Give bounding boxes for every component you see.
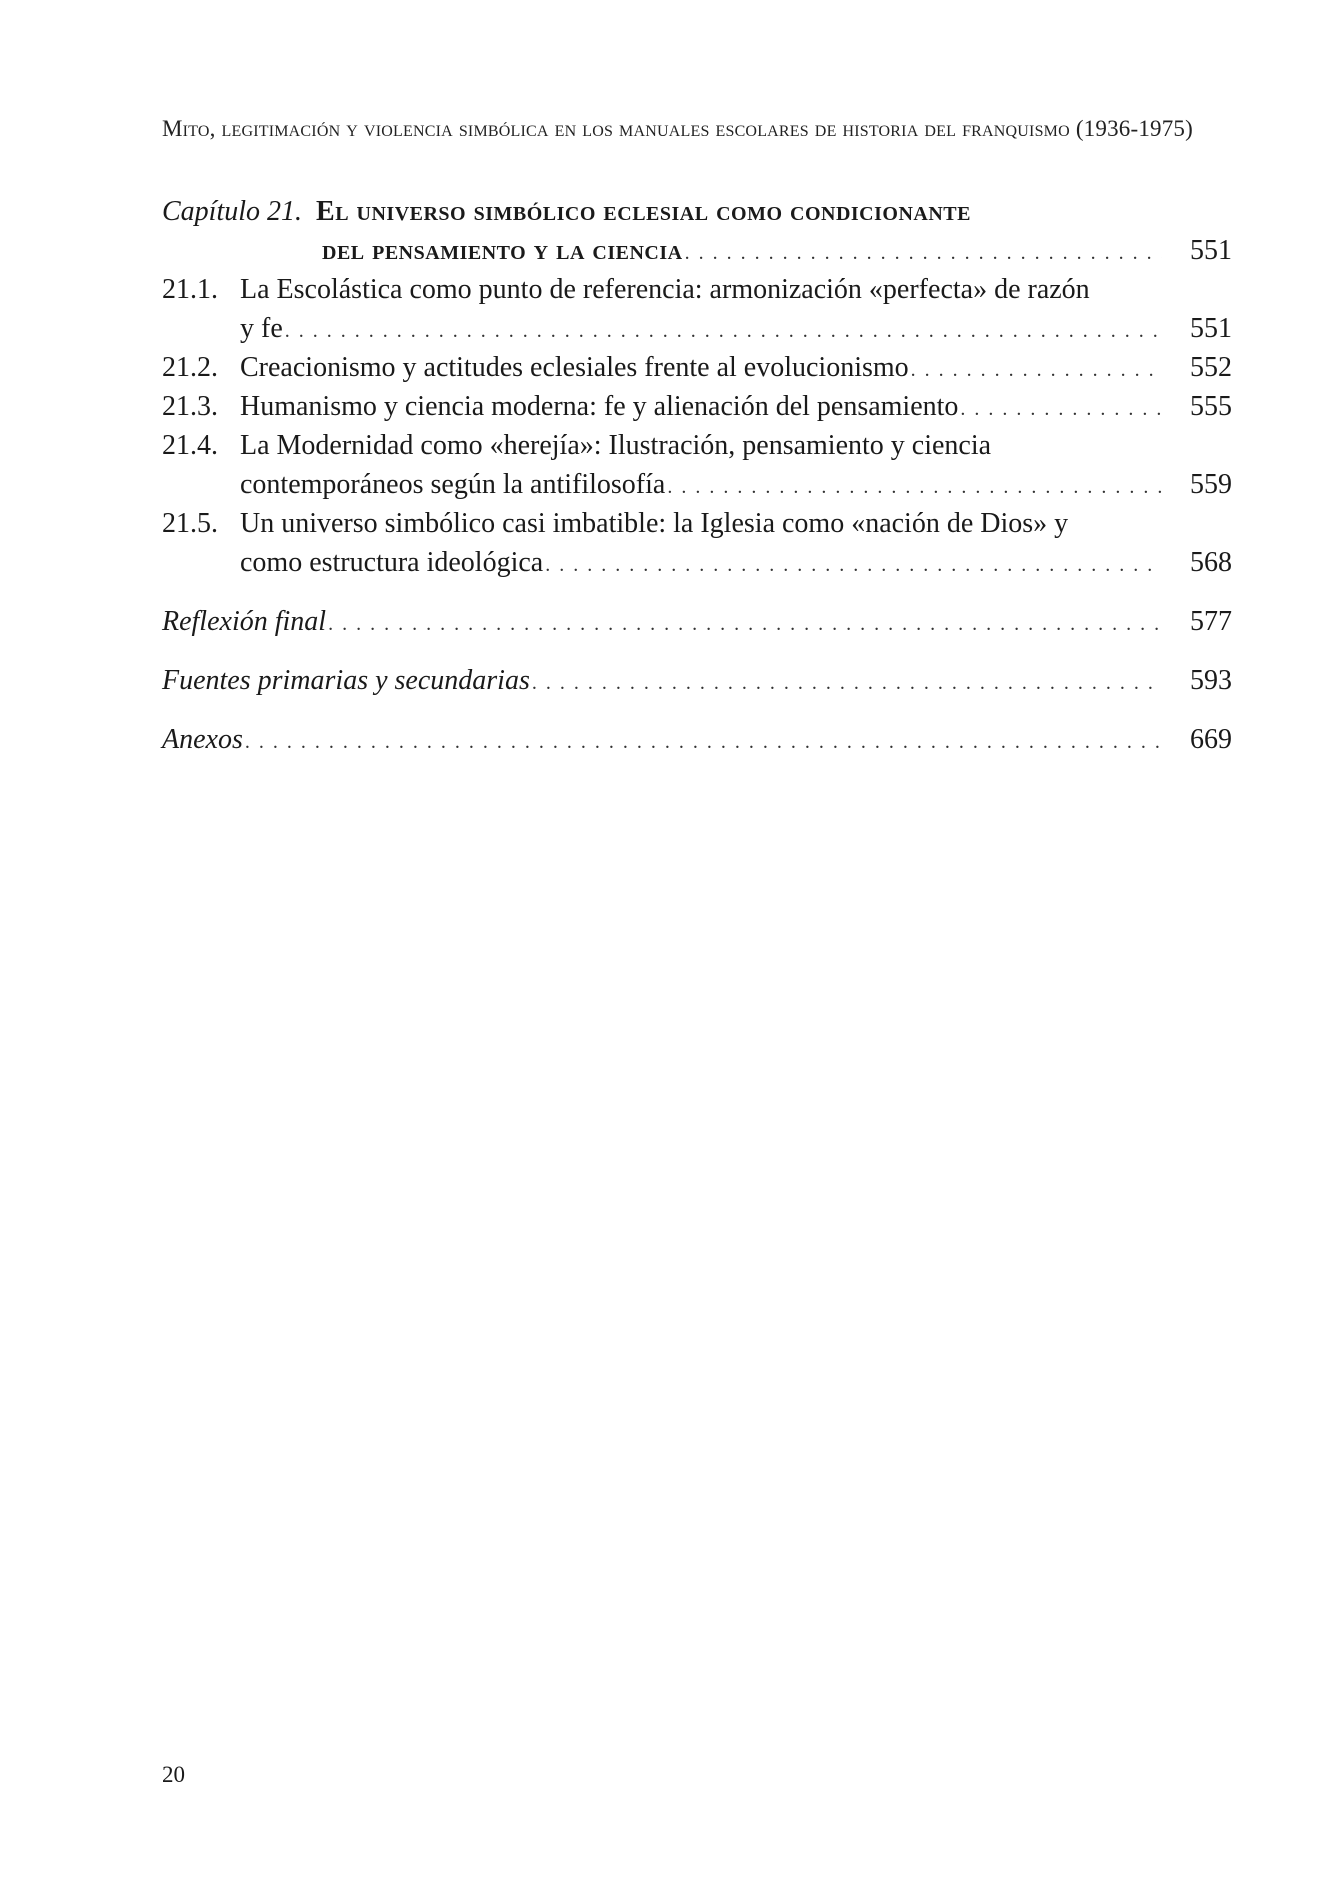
section-title: La Modernidad como «herejía»: Ilustración, pensamiento y ciencia bbox=[240, 430, 992, 461]
toc-entry-21-5 bbox=[162, 504, 1232, 543]
section-number: 21.4. bbox=[162, 430, 218, 461]
toc-entry-21-4 bbox=[162, 426, 1232, 465]
toc-entry-21-5-continued bbox=[162, 543, 1232, 582]
chapter-title: El universo simbólico eclesial como condicionante bbox=[316, 196, 971, 227]
dot-leader bbox=[667, 468, 1162, 507]
section-title: La Escolástica como punto de referencia: armonización «perfecta» de razón bbox=[240, 274, 1090, 305]
page-number: 593 bbox=[1190, 665, 1232, 696]
dot-leader bbox=[285, 312, 1162, 351]
toc-entry-reflexion-final bbox=[162, 602, 1232, 641]
toc-entry-21-1-continued bbox=[162, 309, 1232, 348]
dot-leader bbox=[960, 390, 1162, 429]
dot-leader bbox=[911, 351, 1162, 390]
page-number: 577 bbox=[1190, 606, 1232, 637]
toc-entry-21-2 bbox=[162, 348, 1232, 387]
dot-leader bbox=[685, 234, 1162, 273]
chapter-title-line-1 bbox=[162, 192, 1232, 231]
spacer bbox=[162, 582, 1232, 602]
page-number: 559 bbox=[1190, 469, 1232, 500]
table-of-contents bbox=[162, 192, 1232, 759]
section-title: Un universo simbólico casi imbatible: la Iglesia como «nación de Dios» y bbox=[240, 508, 1069, 539]
section-number: 21.1. bbox=[162, 274, 218, 305]
dot-leader bbox=[532, 664, 1162, 703]
back-matter-title: Fuentes primarias y secundarias bbox=[162, 665, 530, 696]
chapter-title-continued: del pensamiento y la ciencia bbox=[322, 235, 683, 266]
toc-entry-fuentes bbox=[162, 661, 1232, 700]
dot-leader bbox=[328, 605, 1162, 644]
page-number: 568 bbox=[1190, 547, 1232, 578]
page-number: 669 bbox=[1190, 724, 1232, 755]
running-head: Mito, legitimación y violencia simbólica en los manuales escolares de historia del franquismo (1936-1975) bbox=[162, 116, 1193, 141]
page-number: 551 bbox=[1190, 235, 1232, 266]
spacer bbox=[162, 700, 1232, 720]
page-number: 555 bbox=[1190, 391, 1232, 422]
toc-entry-21-1 bbox=[162, 270, 1232, 309]
chapter-label: Capítulo 21. bbox=[162, 196, 303, 227]
section-title: Humanismo y ciencia moderna: fe y alienación del pensamiento bbox=[240, 391, 959, 422]
dot-leader bbox=[245, 723, 1162, 762]
spacer bbox=[162, 641, 1232, 661]
toc-entry-21-3 bbox=[162, 387, 1232, 426]
section-title-continued: y fe bbox=[240, 313, 283, 344]
chapter-title-line-2 bbox=[162, 231, 1232, 270]
section-title-continued: contemporáneos según la antifilosofía bbox=[240, 469, 666, 500]
page-number: 551 bbox=[1190, 313, 1232, 344]
toc-entry-21-4-continued bbox=[162, 465, 1232, 504]
page-folio: 20 bbox=[162, 1762, 185, 1787]
section-number: 21.2. bbox=[162, 352, 218, 383]
back-matter-title: Anexos bbox=[162, 724, 243, 755]
section-title: Creacionismo y actitudes eclesiales frente al evolucionismo bbox=[240, 352, 909, 383]
section-number: 21.5. bbox=[162, 508, 218, 539]
toc-entry-anexos bbox=[162, 720, 1232, 759]
page-number: 552 bbox=[1190, 352, 1232, 383]
section-number: 21.3. bbox=[162, 391, 218, 422]
back-matter-title: Reflexión final bbox=[162, 606, 327, 637]
dot-leader bbox=[545, 546, 1162, 585]
section-title-continued: como estructura ideológica bbox=[240, 547, 544, 578]
